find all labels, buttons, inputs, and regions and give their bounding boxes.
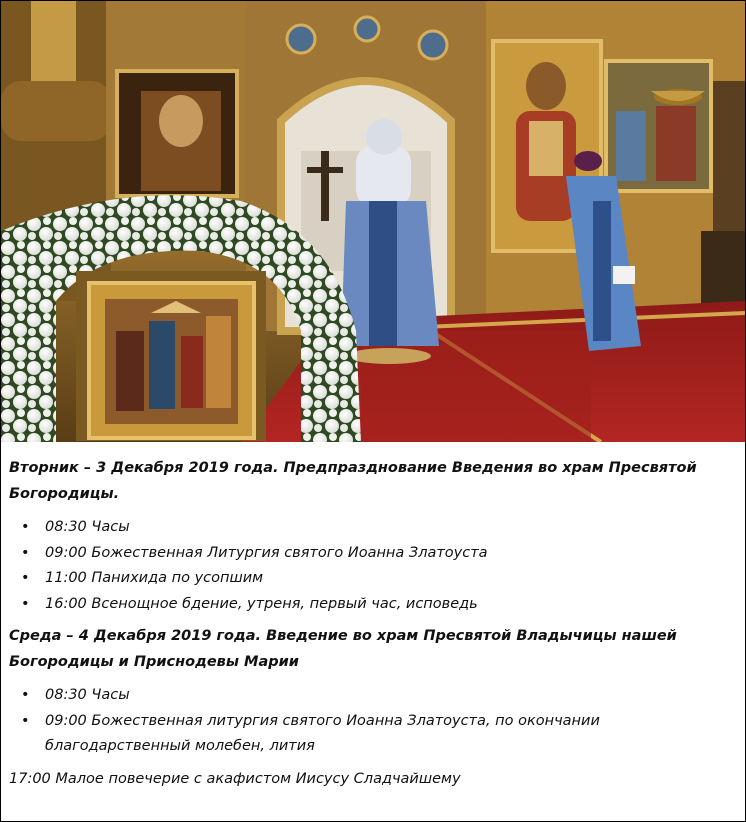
- list-item: • 09:00 Божественная Литургия святого Иоанна Златоуста: [9, 541, 739, 567]
- list-item: • 08:30 Часы: [9, 515, 739, 541]
- list-item: • 09:00 Божественная литургия святого Иоанна Златоуста, по окончании благодарственный молебен, лития: [9, 709, 739, 760]
- service-list-tuesday: [9, 515, 739, 617]
- cathedral-photo: [1, 1, 745, 442]
- service-list-wednesday: [9, 683, 739, 760]
- list-item: • 11:00 Панихида по усопшим: [9, 566, 739, 592]
- list-item: • 16:00 Всенощное бдение, утреня, первый час, исповедь: [9, 592, 739, 618]
- list-item: • 08:30 Часы: [9, 683, 739, 709]
- footer-line: 17:00 Малое повечерие с акафистом Иисусу Сладчайшему: [9, 770, 461, 787]
- day-heading-tuesday: Вторник – 3 Декабря 2019 года. Предпразднование Введения во храм Пресвятой Богородицы.: [9, 460, 697, 502]
- day-heading-wednesday: Среда – 4 Декабря 2019 года. Введение во храм Пресвятой Владычицы нашей Богородицы и Приснодевы Марии: [9, 628, 677, 670]
- schedule-text: [9, 455, 739, 806]
